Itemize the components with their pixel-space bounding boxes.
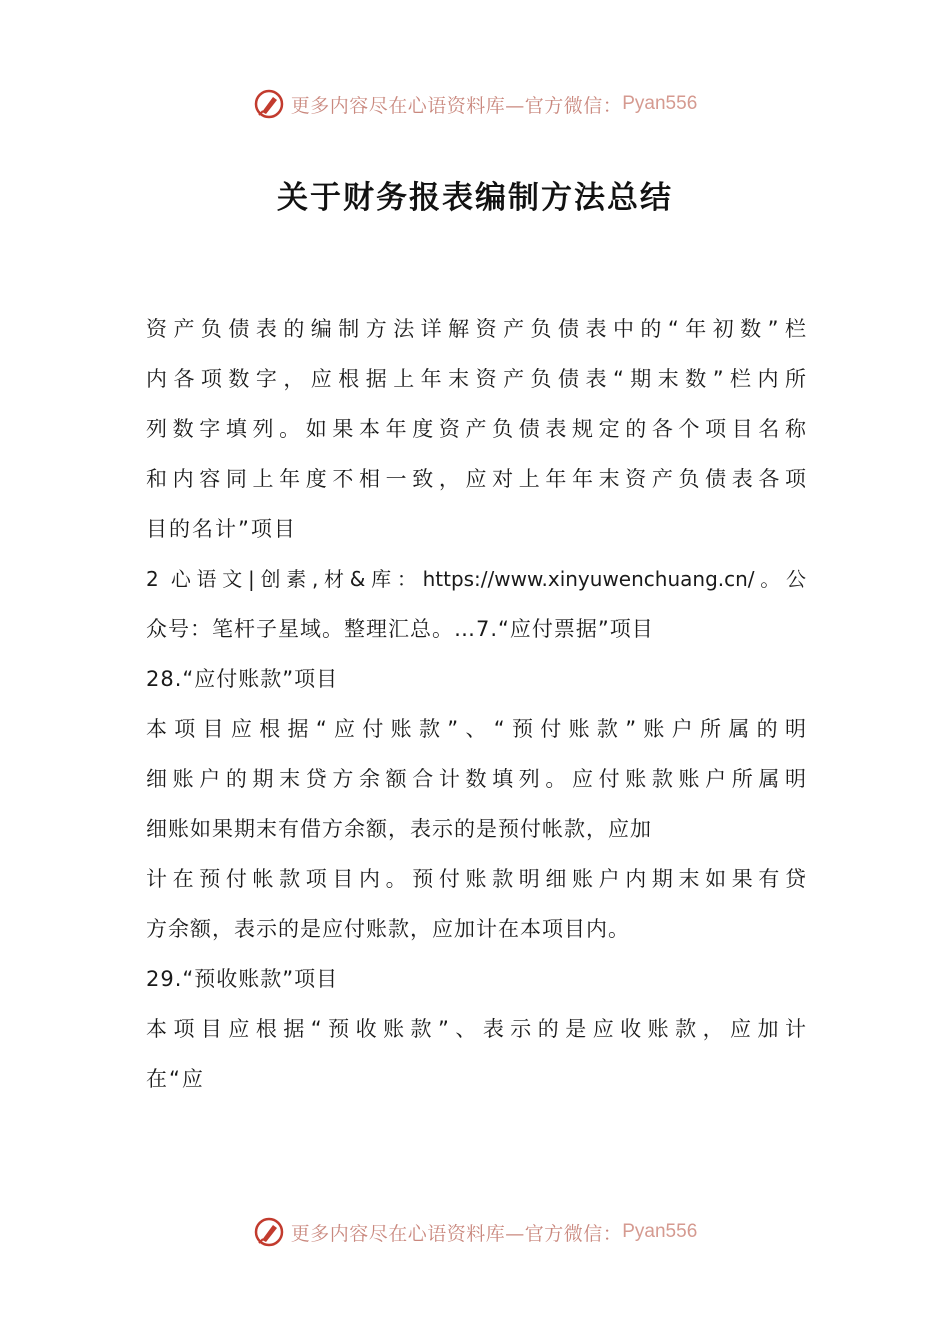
- body-line: 本项目应根据“预收账款”、表示的是应收账款，应加计: [146, 1017, 806, 1041]
- pen-nib-logo-icon: [253, 1216, 285, 1248]
- banner-wechat-id: Pyan556: [622, 1221, 698, 1242]
- body-line: 2 心语文|创素,材&库：https://www.xinyuwenchuang.cn/。公: [146, 567, 806, 591]
- body-line: 资产负债表的编制方法详解资产负债表中的“年初数”栏: [146, 317, 806, 341]
- body-line: 在“应: [146, 1067, 205, 1091]
- section-heading: 28.“应付账款”项目: [146, 667, 339, 691]
- page-title: 关于财务报表编制方法总结: [277, 180, 673, 216]
- pen-nib-logo-icon: [253, 88, 285, 120]
- document-body: [146, 304, 806, 1104]
- body-line: 本项目应根据“应付账款”、“预付账款”账户所属的明: [146, 717, 806, 741]
- banner-text: 更多内容尽在心语资料库—官方微信：: [290, 94, 623, 117]
- body-line: 计在预付帐款项目内。预付账款明细账户内期末如果有贷: [146, 867, 806, 891]
- body-line: 内各项数字，应根据上年末资产负债表“期末数”栏内所: [146, 367, 806, 391]
- banner-wechat-id: Pyan556: [622, 93, 698, 114]
- body-line: 方余额，表示的是应付账款，应加计在本项目内。: [146, 917, 630, 941]
- section-heading: 29.“预收账款”项目: [146, 967, 339, 991]
- body-line: 和内容同上年度不相一致，应对上年年末资产负债表各项: [146, 467, 806, 491]
- body-line: 细账如果期末有借方余额，表示的是预付帐款，应加: [146, 817, 652, 841]
- body-line: 细账户的期末贷方余额合计数填列。应付账款账户所属明: [146, 767, 806, 791]
- footer-banner: [0, 1212, 950, 1252]
- banner-text: 更多内容尽在心语资料库—官方微信：: [290, 1222, 623, 1245]
- body-line: 目的名计”项目: [146, 517, 297, 541]
- body-line: 列数字填列。如果本年度资产负债表规定的各个项目名称: [146, 417, 806, 441]
- header-banner: [0, 84, 950, 124]
- body-line: 众号：笔杆子星域。整理汇总。…7.“应付票据”项目: [146, 617, 654, 641]
